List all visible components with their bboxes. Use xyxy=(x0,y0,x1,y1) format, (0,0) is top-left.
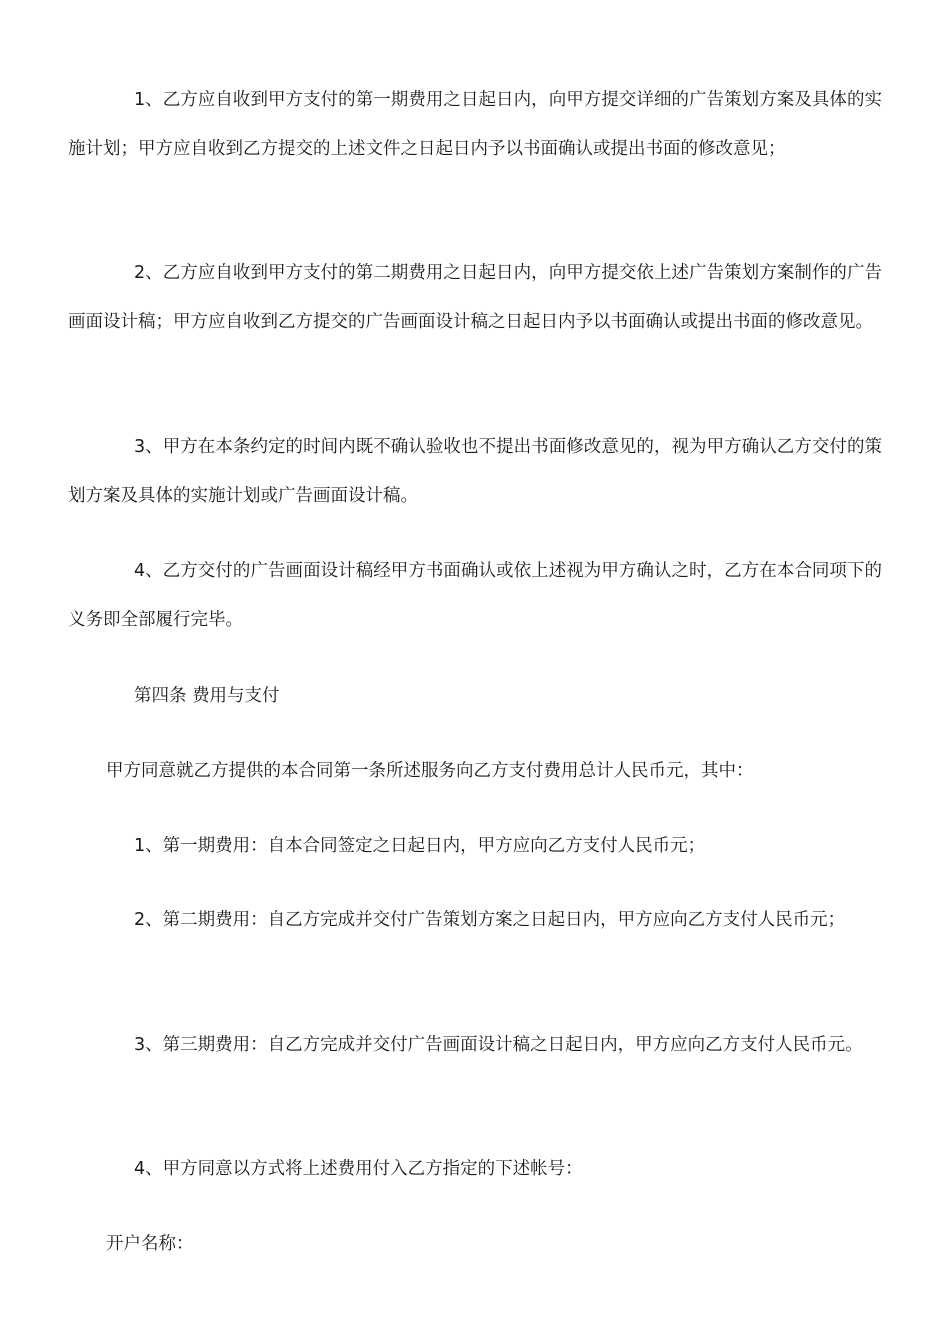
clause-paragraph: 1、乙方应自收到甲方支付的第一期费用之日起日内，向甲方提交详细的广告策划方案及具体的实施计划；甲方应自收到乙方提交的上述文件之日起日内予以书面确认或提出书面的修改意见； xyxy=(68,90,882,159)
section-heading: 第四条 费用与支付 xyxy=(134,686,280,706)
clause-paragraph: 4、乙方交付的广告画面设计稿经甲方书面确认或依上述视为甲方确认之时，乙方在本合同项下的义务即全部履行完毕。 xyxy=(68,561,882,630)
clause-paragraph: 4、甲方同意以方式将上述费用付入乙方指定的下述帐号： xyxy=(134,1159,583,1179)
clause-paragraph: 1、第一期费用：自本合同签定之日起日内，甲方应向乙方支付人民币元； xyxy=(134,836,706,856)
clause-paragraph: 2、乙方应自收到甲方支付的第二期费用之日起日内，向甲方提交依上述广告策划方案制作的广告画面设计稿；甲方应自收到乙方提交的广告画面设计稿之日起日内予以书面确认或提出书面的修改意见。 xyxy=(68,263,882,332)
account-name-label: 开户名称： xyxy=(106,1234,194,1254)
clause-paragraph: 甲方同意就乙方提供的本合同第一条所述服务向乙方支付费用总计人民币元，其中： xyxy=(106,761,754,781)
clause-paragraph: 3、甲方在本条约定的时间内既不确认验收也不提出书面修改意见的，视为甲方确认乙方交付的策划方案及具体的实施计划或广告画面设计稿。 xyxy=(68,437,882,506)
clause-paragraph: 2、第二期费用：自乙方完成并交付广告策划方案之日起日内，甲方应向乙方支付人民币元； xyxy=(134,910,846,930)
clause-paragraph: 3、第三期费用：自乙方完成并交付广告画面设计稿之日起日内，甲方应向乙方支付人民币元。 xyxy=(134,1035,863,1055)
